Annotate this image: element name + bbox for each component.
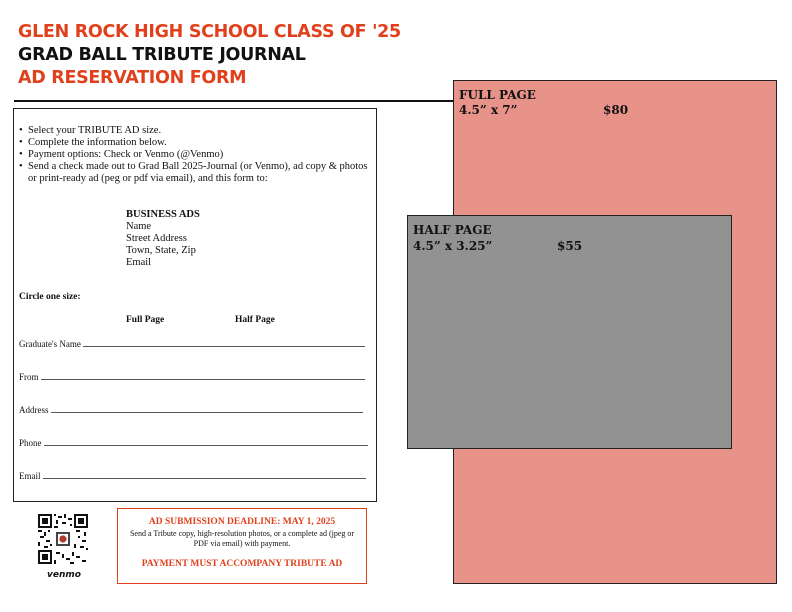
full-page-price: $80 (603, 103, 629, 117)
instruction-item: • Payment options: Check or Venmo (@Venmo) (19, 149, 369, 161)
form-title: AD RESERVATION FORM (18, 68, 247, 88)
business-email-line: Email (126, 257, 152, 268)
field-label: Email (19, 471, 41, 481)
half-page-label: HALF PAGE (413, 223, 492, 237)
venmo-label: venmo (47, 570, 81, 580)
from-field[interactable] (19, 368, 365, 382)
venmo-qr-code[interactable] (38, 514, 88, 564)
business-name-line: Name (126, 221, 152, 232)
journal-title: GRAD BALL TRIBUTE JOURNAL (18, 45, 306, 65)
full-page-label: FULL PAGE (459, 88, 536, 102)
full-page-option[interactable]: Full Page (126, 315, 165, 325)
business-street-line: Street Address (126, 233, 187, 244)
business-address-block (126, 209, 200, 269)
size-choice-label: Circle one size: (19, 292, 81, 302)
field-label: Address (19, 405, 49, 415)
email-field[interactable] (19, 467, 366, 481)
phone-field[interactable] (19, 434, 368, 448)
instructions-list (19, 125, 369, 185)
field-label: Phone (19, 438, 42, 448)
business-town-line: Town, State, Zip (126, 245, 196, 256)
instruction-item: • Send a check made out to Grad Ball 2025-Journal (or Venmo), ad copy & photos or print-ready ad (peg or pdf via email), and this form to: (19, 161, 369, 185)
deadline-title: AD SUBMISSION DEADLINE: MAY 1, 2025 (148, 517, 336, 527)
school-title: GLEN ROCK HIGH SCHOOL CLASS OF '25 (18, 22, 401, 42)
instruction-item: • Select your TRIBUTE AD size. (19, 125, 369, 137)
field-label: From (19, 372, 39, 382)
payment-required-note: PAYMENT MUST ACCOMPANY TRIBUTE AD (141, 559, 343, 569)
full-page-dimensions: 4.5” x 7” (459, 103, 518, 117)
header-divider (14, 100, 454, 102)
business-ads-heading: BUSINESS ADS (126, 209, 200, 220)
field-label: Graduate's Name (19, 339, 81, 349)
half-page-dimensions: 4.5” x 3.25” (413, 239, 493, 253)
half-page-price: $55 (557, 239, 583, 253)
deadline-notice (117, 508, 367, 584)
deadline-instructions: Send a Tribute copy, high-resolution photos, or a complete ad (jpeg or PDF via email) with payment. (129, 529, 355, 548)
address-field[interactable] (19, 401, 363, 415)
half-page-option[interactable]: Half Page (235, 315, 275, 325)
instruction-item: • Complete the information below. (19, 137, 369, 149)
graduate-name-field[interactable] (19, 335, 365, 349)
